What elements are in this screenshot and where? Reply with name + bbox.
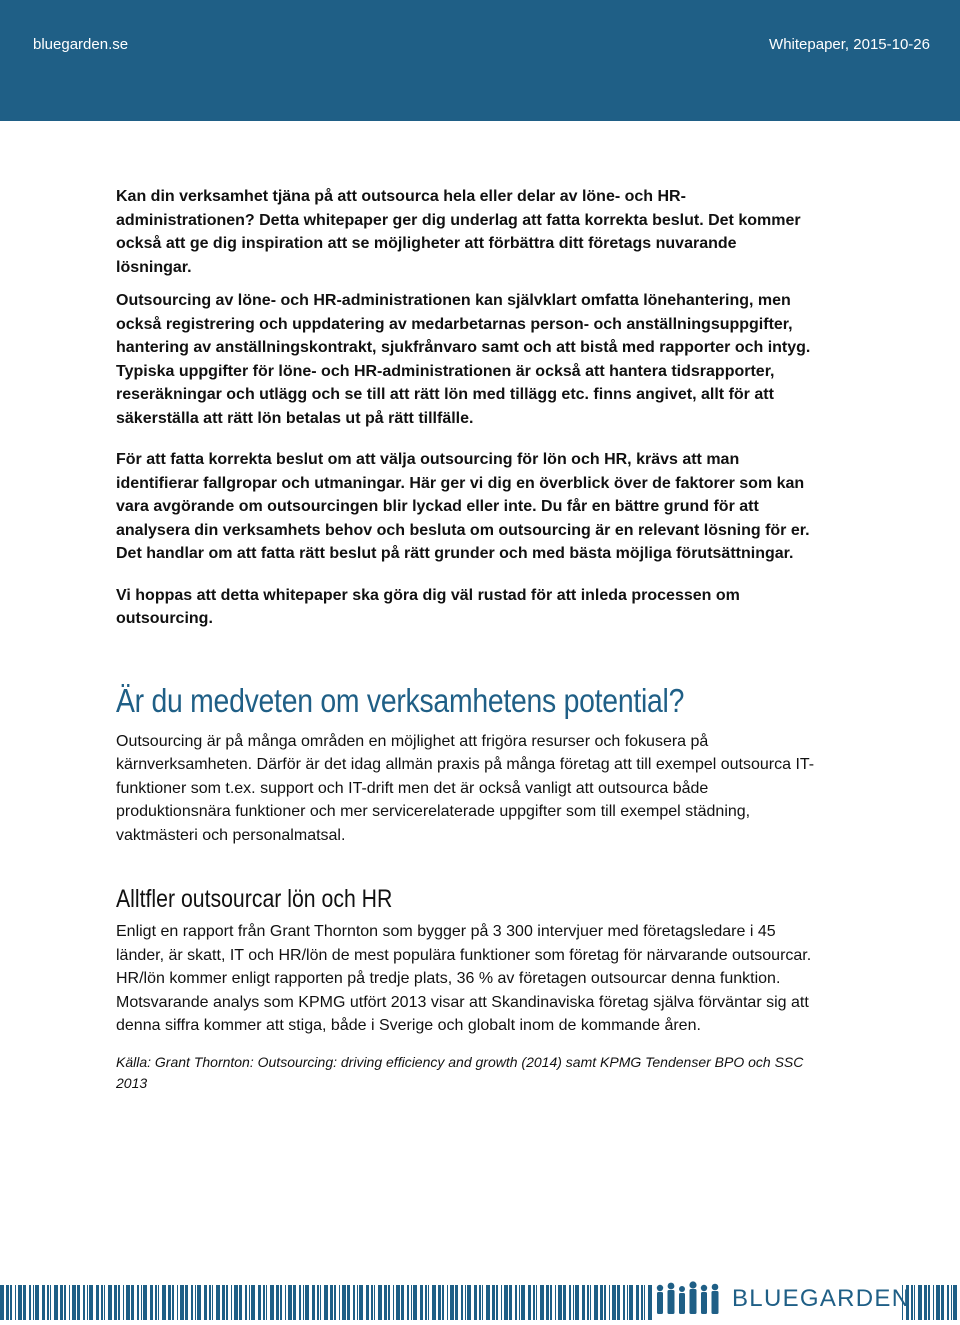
- barcode-bar: [87, 1285, 88, 1320]
- barcode-bar: [270, 1285, 274, 1320]
- barcode-bar: [644, 1285, 645, 1320]
- barcode-bar: [263, 1285, 265, 1320]
- barcode-bar: [234, 1285, 238, 1320]
- barcode-bar: [378, 1285, 382, 1320]
- barcode-bar: [587, 1285, 589, 1320]
- barcode-bar: [353, 1285, 355, 1320]
- barcode-bar: [563, 1285, 566, 1320]
- barcode-bar: [249, 1285, 250, 1320]
- barcode-bar: [515, 1285, 517, 1320]
- barcode-bar: [384, 1285, 387, 1320]
- barcode-bar: [83, 1285, 85, 1320]
- barcode-bar: [933, 1285, 934, 1320]
- barcode-bar: [936, 1285, 940, 1320]
- barcode-bar: [317, 1285, 319, 1320]
- barcode-bar: [627, 1285, 628, 1320]
- barcode-bar: [324, 1285, 328, 1320]
- barcode-bar: [15, 1285, 16, 1320]
- barcode-bar: [536, 1285, 537, 1320]
- barcode-bar: [428, 1285, 429, 1320]
- barcode-bar: [941, 1285, 944, 1320]
- barcode-bar: [60, 1285, 63, 1320]
- bold-paragraph-3: Vi hoppas att detta whitepaper ska göra dig väl rustad för att inleda processen om outsourcing.: [116, 586, 740, 627]
- barcode-bar: [569, 1285, 571, 1320]
- barcode-bar: [143, 1285, 147, 1320]
- barcode-bar: [180, 1285, 184, 1320]
- barcode-bar: [366, 1285, 369, 1320]
- barcode-bar: [550, 1285, 552, 1320]
- barcode-bar: [131, 1285, 134, 1320]
- barcode-bar: [339, 1285, 340, 1320]
- barcode-bar: [393, 1285, 394, 1320]
- barcode-bar: [299, 1285, 301, 1320]
- barcode-bar: [546, 1285, 549, 1320]
- barcode-bar: [612, 1285, 616, 1320]
- barcode-bar: [509, 1285, 512, 1320]
- barcode-bar: [533, 1285, 535, 1320]
- bold-paragraph-2: För att fatta korrekta beslut om att välja outsourcing för lön och HR, krävs att man identifierar fallgropar och utmaningar. Här ger vi dig en överblick över de faktorer som kan vara avgörande om outsourcingen blir lyckad eller inte. Du får en bättre grund för att analysera din verksamhets behov och besluta om outsourcing är en relevant lösning för er. Det handlar om att fatta rätt beslut på rätt grunder och med bästa möjliga förutsättningar.: [116, 451, 810, 562]
- barcode-bar: [155, 1285, 157, 1320]
- barcode-bar: [141, 1285, 142, 1320]
- barcode-bar: [641, 1285, 643, 1320]
- barcode-bar: [374, 1285, 375, 1320]
- barcode-bar: [33, 1285, 34, 1320]
- barcode-bar: [558, 1285, 562, 1320]
- bluegarden-logo: [652, 1278, 911, 1320]
- barcode-bar: [204, 1285, 207, 1320]
- barcode-bar: [245, 1285, 247, 1320]
- barcode-bar: [413, 1285, 417, 1320]
- barcode-bar: [617, 1285, 620, 1320]
- barcode-bar: [623, 1285, 625, 1320]
- barcode-bar: [450, 1285, 454, 1320]
- barcode-bar: [185, 1285, 188, 1320]
- barcode-bar: [573, 1285, 574, 1320]
- barcode-bar: [330, 1285, 333, 1320]
- barcode-bar: [29, 1285, 31, 1320]
- barcode-bar: [118, 1285, 120, 1320]
- barcode-bar: [172, 1285, 174, 1320]
- barcode-bar: [42, 1285, 45, 1320]
- barcode-bar: [35, 1285, 39, 1320]
- site-name: bluegarden.se: [33, 36, 129, 53]
- section-heading-potential: Är du medveten om verksamhetens potential?: [116, 681, 685, 719]
- barcode-bar: [432, 1285, 436, 1320]
- barcode-bar: [582, 1285, 585, 1320]
- section-body-outsourcing: Enligt en rapport från Grant Thornton som bygger på 3 300 intervjuer med företagsledare i 45 länder, är skatt, IT och HR/lön de mest populära funktioner som företag för närvarande outsourcar. HR/lön kommer enligt rapporten på tredje plats, 36 % av företagen outsourcar denna funktion. Motsvarande analys som KPMG utfört 2013 visar att Skandinaviska företag själva förväntar sig att denna siffra kommer att stiga, både i Sverige och globalt inom de kommande åren.: [116, 923, 812, 1034]
- document-meta: Whitepaper, 2015-10-26: [769, 36, 930, 53]
- barcode-bar: [303, 1285, 304, 1320]
- barcode-bar: [222, 1285, 225, 1320]
- barcode-bar: [162, 1285, 166, 1320]
- barcode-bar: [231, 1285, 232, 1320]
- barcode-bar: [928, 1285, 930, 1320]
- barcode-bar: [334, 1285, 336, 1320]
- barcode-bar: [158, 1285, 159, 1320]
- barcode-bar: [6, 1285, 9, 1320]
- barcode-bar: [492, 1285, 495, 1320]
- page-header: [0, 0, 960, 121]
- barcode-bar: [411, 1285, 412, 1320]
- barcode-bar: [320, 1285, 321, 1320]
- barcode-bar: [266, 1285, 267, 1320]
- barcode-bar: [420, 1285, 423, 1320]
- barcode-bar: [0, 1285, 4, 1320]
- barcode-bar: [137, 1285, 139, 1320]
- barcode-bar: [600, 1285, 603, 1320]
- section-body-potential: Outsourcing är på många områden en möjlighet att frigöra resurser och fokusera på kärnverksamheten. Därför är det idag allmän praxis på många företag att till exempel outsourca IT-funktioner som t.ex. support och IT-drift men det är också vanligt att outsourca både produktionsnära funktioner och mer servicerelaterade uppgifter som till exempel städning, vaktmästeri och personalmatsal.: [116, 732, 815, 844]
- barcode-bar: [442, 1285, 444, 1320]
- logo-text: BLUEGARDEN: [732, 1285, 911, 1312]
- barcode-bar: [293, 1285, 296, 1320]
- barcode-bar: [918, 1285, 922, 1320]
- barcode-bar: [89, 1285, 93, 1320]
- source-citation: Källa: Grant Thornton: Outsourcing: driving efficiency and growth (2014) samt KPMG Tendenser BPO och SSC 2013: [116, 1053, 804, 1091]
- barcode-bar: [64, 1285, 66, 1320]
- barcode-bar: [69, 1285, 70, 1320]
- barcode-bar: [496, 1285, 498, 1320]
- barcode-bar: [54, 1285, 58, 1320]
- barcode-bar: [285, 1285, 286, 1320]
- barcode-bar: [911, 1285, 913, 1320]
- barcode-bar: [604, 1285, 606, 1320]
- barcode-bar: [168, 1285, 171, 1320]
- barcode-bar: [10, 1285, 12, 1320]
- barcode-bar: [96, 1285, 99, 1320]
- barcode-bar: [108, 1285, 112, 1320]
- barcode-bar: [629, 1285, 633, 1320]
- barcode-bar: [479, 1285, 481, 1320]
- barcode-bar: [914, 1285, 915, 1320]
- barcode-bar: [486, 1285, 490, 1320]
- barcode-bar: [197, 1285, 201, 1320]
- barcode-bar: [504, 1285, 508, 1320]
- section-heading-outsourcing: Alltfler outsourcar lön och HR: [116, 885, 393, 913]
- barcode-bar: [23, 1285, 26, 1320]
- barcode-bar: [636, 1285, 639, 1320]
- barcode-bar: [474, 1285, 477, 1320]
- document-body: [116, 185, 816, 1094]
- intro-paragraph: Kan din verksamhet tjäna på att outsourca hela eller delar av löne- och HR-administrationen? Detta whitepaper ger dig underlag att fatta korrekta beslut. Det kommer också att ge dig inspiration att se möjligheter att förbättra ditt företags nuvarande lösningar.: [116, 188, 801, 276]
- barcode-bar: [447, 1285, 448, 1320]
- barcode-bar: [540, 1285, 544, 1320]
- people-logo-icon: [652, 1278, 728, 1320]
- barcode-bar: [123, 1285, 124, 1320]
- barcode-bar: [594, 1285, 598, 1320]
- barcode-bar: [401, 1285, 404, 1320]
- barcode-bar: [465, 1285, 466, 1320]
- barcode-bar: [953, 1285, 957, 1320]
- barcode-bar: [528, 1285, 531, 1320]
- barcode-bar: [425, 1285, 427, 1320]
- barcode-bar: [50, 1285, 51, 1320]
- barcode-bar: [104, 1285, 105, 1320]
- barcode-bar: [150, 1285, 153, 1320]
- barcode-bar: [407, 1285, 409, 1320]
- barcode-bar: [342, 1285, 346, 1320]
- barcode-bar: [521, 1285, 525, 1320]
- barcode-bar: [226, 1285, 228, 1320]
- barcode-bar: [209, 1285, 211, 1320]
- barcode-bar: [288, 1285, 292, 1320]
- barcode-bar: [461, 1285, 463, 1320]
- barcode-bar: [276, 1285, 279, 1320]
- barcode-bar: [312, 1285, 315, 1320]
- barcode-bar: [114, 1285, 117, 1320]
- barcode-bar: [212, 1285, 213, 1320]
- barcode-bar: [359, 1285, 363, 1320]
- barcode-bar: [609, 1285, 610, 1320]
- barcode-bar: [438, 1285, 441, 1320]
- barcode-bar: [18, 1285, 22, 1320]
- barcode-bar: [455, 1285, 458, 1320]
- barcode-bar: [72, 1285, 76, 1320]
- barcode-bar: [501, 1285, 502, 1320]
- barcode-bar: [371, 1285, 373, 1320]
- barcode-bar: [216, 1285, 220, 1320]
- barcode-bar: [924, 1285, 927, 1320]
- barcode-bar: [482, 1285, 483, 1320]
- barcode-bar: [357, 1285, 358, 1320]
- barcode-bar: [126, 1285, 130, 1320]
- barcode-bar: [555, 1285, 556, 1320]
- barcode-bar: [258, 1285, 261, 1320]
- barcode-bar: [347, 1285, 350, 1320]
- barcode-bar: [467, 1285, 471, 1320]
- barcode-bar: [77, 1285, 80, 1320]
- barcode-bar: [519, 1285, 520, 1320]
- barcode-bar: [590, 1285, 591, 1320]
- barcode-bar: [305, 1285, 309, 1320]
- barcode-bar: [396, 1285, 400, 1320]
- barcode-bar: [177, 1285, 178, 1320]
- barcode-bar: [251, 1285, 255, 1320]
- barcode-bar: [575, 1285, 579, 1320]
- barcode-bar: [280, 1285, 282, 1320]
- barcode-bar: [47, 1285, 49, 1320]
- barcode-bar: [239, 1285, 242, 1320]
- barcode-bar: [191, 1285, 193, 1320]
- barcode-bar: [947, 1285, 949, 1320]
- barcode-bar: [101, 1285, 103, 1320]
- barcode-bar: [951, 1285, 952, 1320]
- barcode-bar: [388, 1285, 390, 1320]
- barcode-bar: [195, 1285, 196, 1320]
- bold-paragraph-1: Outsourcing av löne- och HR-administrationen kan självklart omfatta lönehantering, men också registrering och uppdatering av medarbetarnas person- och anställningsuppgifter, hantering av anställningskontrakt, sjukfrånvaro samt och att bistå med rapporter och intyg. Typiska uppgifter för löne- och HR-administrationen är också att hantera tidsrapporter, reseräkningar och utlägg och se till att rätt lön med tillägg etc. finns angivet, allt för att säkerställa att rätt lön betalas ut på rätt tillfälle.: [116, 292, 811, 427]
